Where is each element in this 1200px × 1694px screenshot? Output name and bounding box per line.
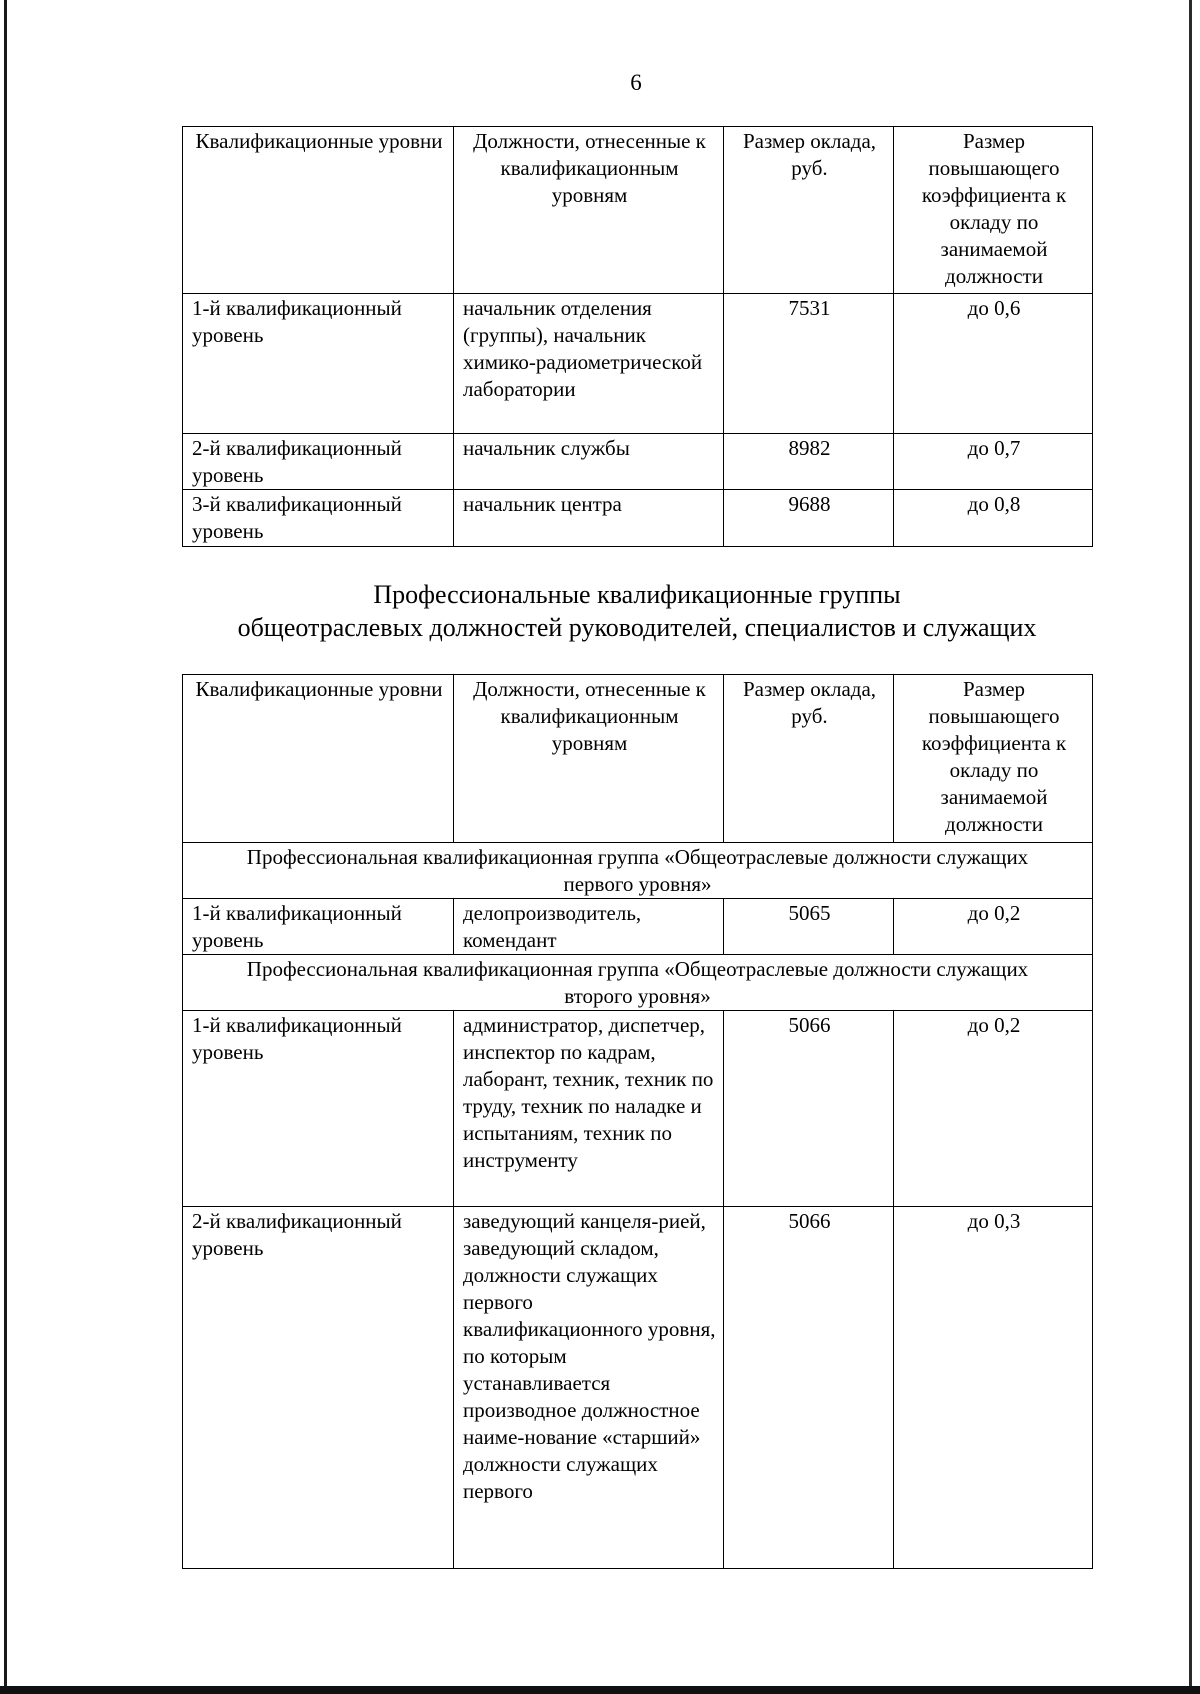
table-row — [183, 434, 1093, 490]
salary-table-1 — [182, 126, 1093, 547]
cell-positions: начальник отделения (группы), начальник химико-радиометрической лаборатории — [454, 294, 724, 434]
header-salary: Размер оклада, руб. — [724, 127, 894, 294]
group-header-row — [183, 843, 1093, 899]
cell-level: 1-й квалификационный уровень — [183, 1011, 454, 1207]
cell-coefficient: до 0,2 — [894, 1011, 1093, 1207]
cell-salary: 8982 — [724, 434, 894, 490]
cell-level: 1-й квалификационный уровень — [183, 899, 454, 955]
table-header-row — [183, 675, 1093, 843]
cell-positions: начальник службы — [454, 434, 724, 490]
cell-level: 2-й квалификационный уровень — [183, 1207, 454, 1569]
header-levels: Квалификационные уровни — [183, 127, 454, 294]
scan-border-left — [4, 0, 7, 1694]
header-positions: Должности, отнесенные к квалификационным уровням — [454, 127, 724, 294]
table-header-row — [183, 127, 1093, 294]
table-row — [183, 1011, 1093, 1207]
group-header-row — [183, 955, 1093, 1011]
cell-positions: начальник центра — [454, 490, 724, 547]
scan-border-right — [1189, 0, 1192, 1694]
cell-salary: 5065 — [724, 899, 894, 955]
cell-coefficient: до 0,7 — [894, 434, 1093, 490]
scan-border-bottom — [0, 1686, 1200, 1694]
cell-salary: 7531 — [724, 294, 894, 434]
cell-positions: администратор, диспетчер, инспектор по кадрам, лаборант, техник, техник по труду, техник по наладке и испытаниям, техник по инструменту — [454, 1011, 724, 1207]
group-title-first-level: Профессиональная квалификационная группа «Общеотраслевые должности служащих первого уровня» — [183, 843, 1093, 899]
cell-level: 1-й квалификационный уровень — [183, 294, 454, 434]
cell-coefficient: до 0,3 — [894, 1207, 1093, 1569]
header-coefficient: Размер повышающего коэффициента к окладу по занимаемой должности — [894, 127, 1093, 294]
cell-positions: делопроизводитель, комендант — [454, 899, 724, 955]
section-title — [182, 578, 1092, 644]
header-positions: Должности, отнесенные к квалификационным уровням — [454, 675, 724, 843]
cell-salary: 5066 — [724, 1207, 894, 1569]
table-row — [183, 294, 1093, 434]
cell-level: 2-й квалификационный уровень — [183, 434, 454, 490]
header-salary: Размер оклада, руб. — [724, 675, 894, 843]
table-row — [183, 490, 1093, 547]
table-row — [183, 1207, 1093, 1569]
section-title-line-1: Профессиональные квалификационные группы — [373, 580, 901, 609]
cell-positions: заведующий канцеля-рией, заведующий складом, должности служащих первого квалификационного уровня, по которым устанавливается производное должностное наиме-нование «старший» должности служащих первого — [454, 1207, 724, 1569]
group-title-second-level: Профессиональная квалификационная группа «Общеотраслевые должности служащих второго уровня» — [183, 955, 1093, 1011]
cell-coefficient: до 0,6 — [894, 294, 1093, 434]
header-levels: Квалификационные уровни — [183, 675, 454, 843]
cell-coefficient: до 0,8 — [894, 490, 1093, 547]
cell-coefficient: до 0,2 — [894, 899, 1093, 955]
cell-level: 3-й квалификационный уровень — [183, 490, 454, 547]
header-coefficient: Размер повышающего коэффициента к окладу по занимаемой должности — [894, 675, 1093, 843]
cell-salary: 9688 — [724, 490, 894, 547]
section-title-line-2: общеотраслевых должностей руководителей, специалистов и служащих — [237, 613, 1037, 642]
salary-table-2 — [182, 674, 1093, 1569]
table-row — [183, 899, 1093, 955]
cell-salary: 5066 — [724, 1011, 894, 1207]
page-number: 6 — [630, 70, 642, 95]
